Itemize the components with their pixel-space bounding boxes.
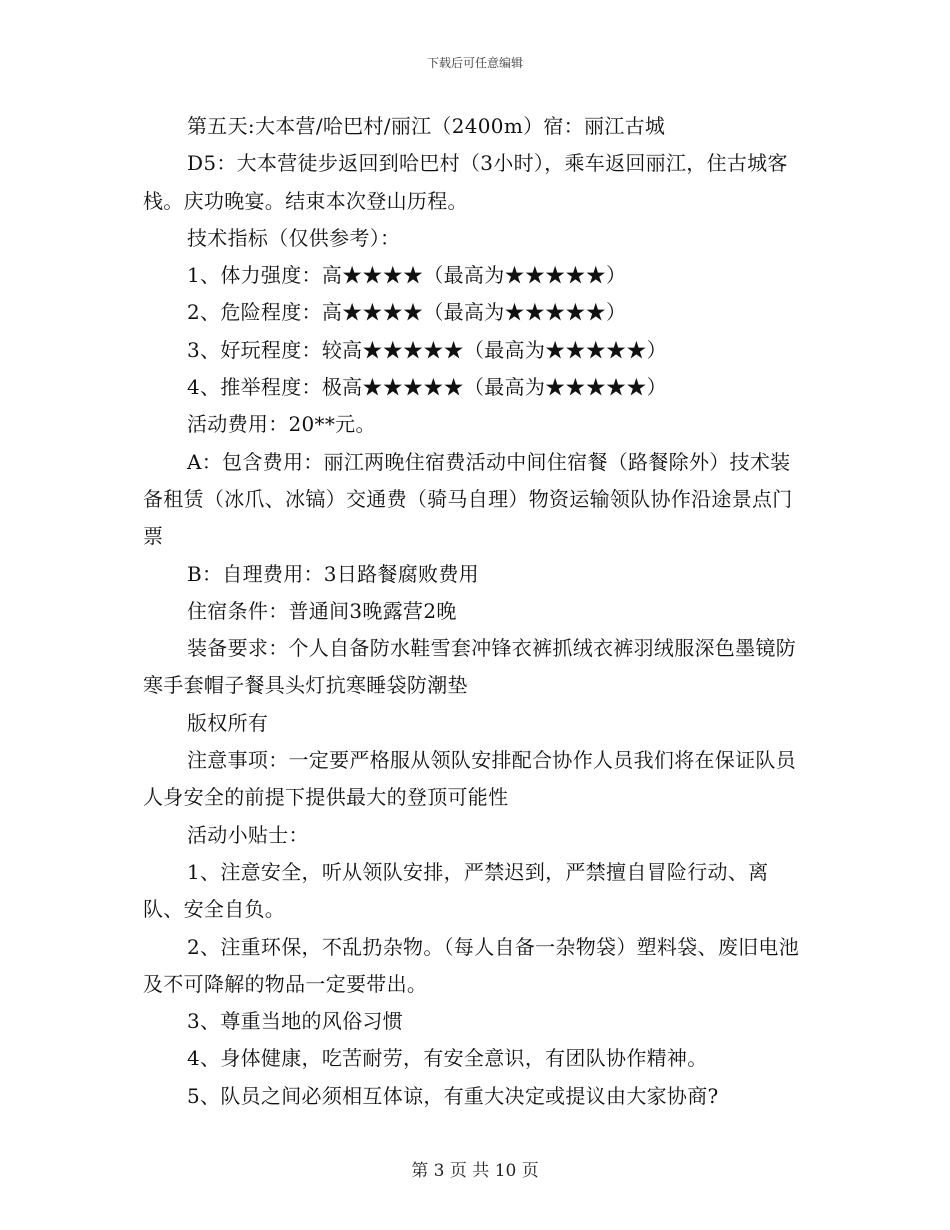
paragraph-equipment: 装备要求：个人自备防水鞋雪套冲锋衣裤抓绒衣裤羽绒服深色墨镜防寒手套帽子餐具头灯抗寒睡袋防潮垫 <box>143 636 796 698</box>
paragraph-notes: 注意事项：一定要严格服从领队安排配合协作人员我们将在保证队员人身安全的前提下提供最大的登顶可能性 <box>143 748 796 810</box>
paragraph-day5-detail: D5：大本营徒步返回到哈巴村（3小时），乘车返回丽江，住古城客栈。庆功晚宴。结束本次登山历程。 <box>143 151 788 213</box>
document-body <box>143 108 808 1115</box>
page-footer: 第 3 页 共 10 页 <box>411 1161 539 1181</box>
paragraph-lodging: 住宿条件：普通间3晚露营2晚 <box>187 598 457 623</box>
paragraph-cost: 活动费用：20**元。 <box>187 412 376 437</box>
paragraph-tech-indicators: 技术指标（仅供参考）： <box>187 225 401 250</box>
paragraph-tip-2: 2、注重环保，不乱扔杂物。（每人自备一杂物袋）塑料袋、废旧电池及不可降解的物品一定要带出。 <box>143 934 800 996</box>
paragraph-tip-4: 4、身体健康，吃苦耐劳，有安全意识，有团队协作精神。 <box>187 1046 708 1071</box>
paragraph-copyright: 版权所有 <box>187 710 269 735</box>
paragraph-tip-1: 1、注意安全，听从领队安排，严禁迟到，严禁擅自冒险行动、离队、安全自负。 <box>143 859 769 922</box>
paragraph-fun: 3、好玩程度：较高★★★★★（最高为★★★★★） <box>187 337 667 362</box>
paragraph-day5-title: 第五天:大本营/哈巴村/丽江（2400m）宿：丽江古城 <box>187 114 666 138</box>
paragraph-self-cost: B：自理费用：3日路餐腐败费用 <box>187 561 479 586</box>
paragraph-included-cost: A：包含费用：丽江两晚住宿费活动中间住宿餐（路餐除外）技术装备租赁（冰爪、冰镐）交通费（骑马自理）物资运输领队协作沿途景点门票 <box>143 449 793 549</box>
page-header: 下载后可任意编辑 <box>426 56 523 70</box>
paragraph-recommend: 4、推举程度：极高★★★★★（最高为★★★★★） <box>187 375 667 400</box>
paragraph-danger: 2、危险程度：高★★★★（最高为★★★★★） <box>187 300 627 325</box>
paragraph-tip-5: 5、队员之间必须相互体谅，有重大决定或提议由大家协商? <box>187 1083 719 1108</box>
paragraph-stamina: 1、体力强度：高★★★★（最高为★★★★★） <box>187 263 627 288</box>
paragraph-tip-3: 3、尊重当地的风俗习惯 <box>187 1009 404 1034</box>
paragraph-tips-title: 活动小贴士： <box>187 822 309 847</box>
